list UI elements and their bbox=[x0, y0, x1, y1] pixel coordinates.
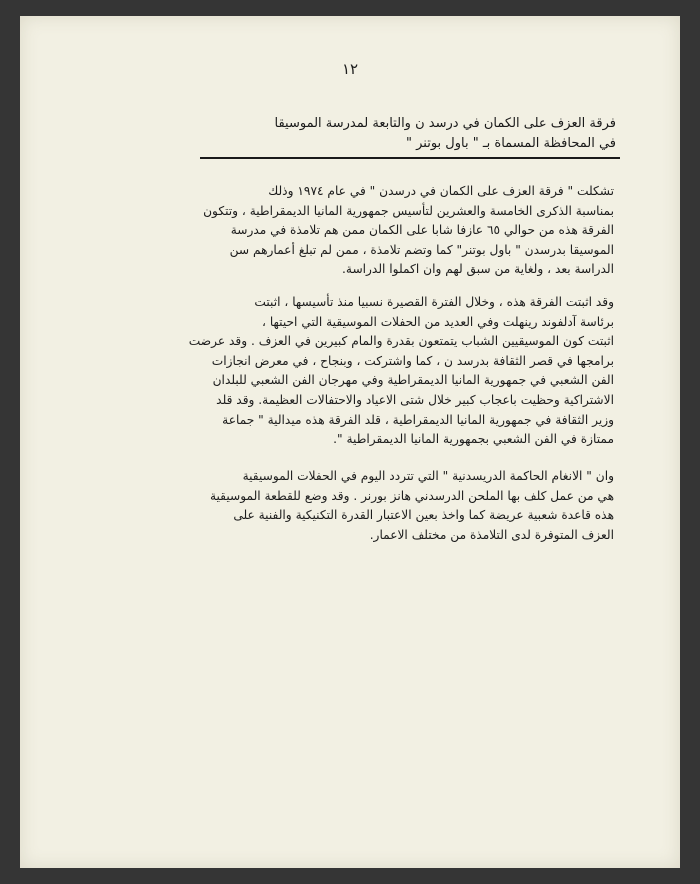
text-line: بمناسبة الذكرى الخامسة والعشرين لتأسيس جمهورية المانيا الديمقراطية ، وتتكون bbox=[203, 203, 614, 218]
page-number: ١٢ bbox=[341, 60, 359, 78]
text-line: وقد اثبتت الفرقة هذه ، وخلال الفترة القصيرة نسبيا منذ تأسيسها ، اثبتت bbox=[254, 295, 614, 309]
text-line: العزف المتوفرة لدى التلامذة من مختلف الاعمار. bbox=[369, 527, 614, 542]
text-line: الاشتراكية وحظيت باعجاب كبير خلال شتى الاعياد والاحتفالات العظيمة. وقد قلد bbox=[216, 392, 614, 407]
text-line: هذه قاعدة شعبية عريضة كما واخذ بعين الاعتبار القدرة التكنيكية والفنية على bbox=[233, 508, 614, 523]
title-line: في المحافظة المسماة بـ " باول بوتنر " bbox=[406, 136, 616, 151]
document-title bbox=[196, 114, 616, 154]
text-line: تشكلت " فرقة العزف على الكمان في درسدن " في عام ١٩٧٤ وذلك bbox=[268, 184, 614, 198]
text-line: ممتازة في الفن الشعبي بجمهورية المانيا الديمقراطية ". bbox=[333, 432, 614, 447]
title-line: فرقة العزف على الكمان في درسد ن والتابعة لمدرسة الموسيقا bbox=[274, 116, 616, 131]
text-line: الموسيقا بدرسدن " باول بوتنر" كما وتضم تلامذة ، ممن لم تبلغ أعمارهم سن bbox=[229, 242, 614, 257]
paragraph-3 bbox=[84, 467, 614, 545]
text-line: وزير الثقافة في جمهورية المانيا الديمقراطية ، قلد الفرقة هذه ميدالية " جماعة bbox=[222, 412, 614, 427]
title-underline bbox=[200, 157, 620, 159]
text-line: برئاسة آدلفوند رينهلت وفي العديد من الحفلات الموسيقية التي احيتها ، bbox=[262, 314, 614, 329]
text-line: الفرقة هذه من حوالي ٦٥ عازفا شابا على الكمان ممن هم تلامذة في مدرسة bbox=[230, 223, 614, 238]
paragraph-1 bbox=[84, 182, 614, 280]
text-line: برامجها في قصر الثقافة بدرسد ن ، كما واشتركت ، وبنجاح ، في معرض انجازات bbox=[211, 353, 614, 368]
paragraph-2 bbox=[84, 293, 614, 450]
text-line: الدراسة بعد ، ولغاية من سبق لهم وان اكملوا الدراسة. bbox=[342, 262, 614, 277]
document-page bbox=[20, 16, 680, 868]
text-line: هي من عمل كلف بها الملحن الدرسدني هانز بورنر . وقد وضع للقطعة الموسيقية bbox=[209, 488, 614, 503]
text-line: اثبتت كون الموسيقيين الشباب يتمتعون بقدرة والمام كبيرين في العزف . وقد عرضت bbox=[188, 334, 614, 349]
text-line: وان " الانغام الحاكمة الدريسدنية " التي تتردد اليوم في الحفلات الموسيقية bbox=[242, 469, 614, 483]
text-line: الفن الشعبي في جمهورية المانيا الديمقراطية وفي مهرجان الفن الشعبي للبلدان bbox=[212, 373, 614, 388]
